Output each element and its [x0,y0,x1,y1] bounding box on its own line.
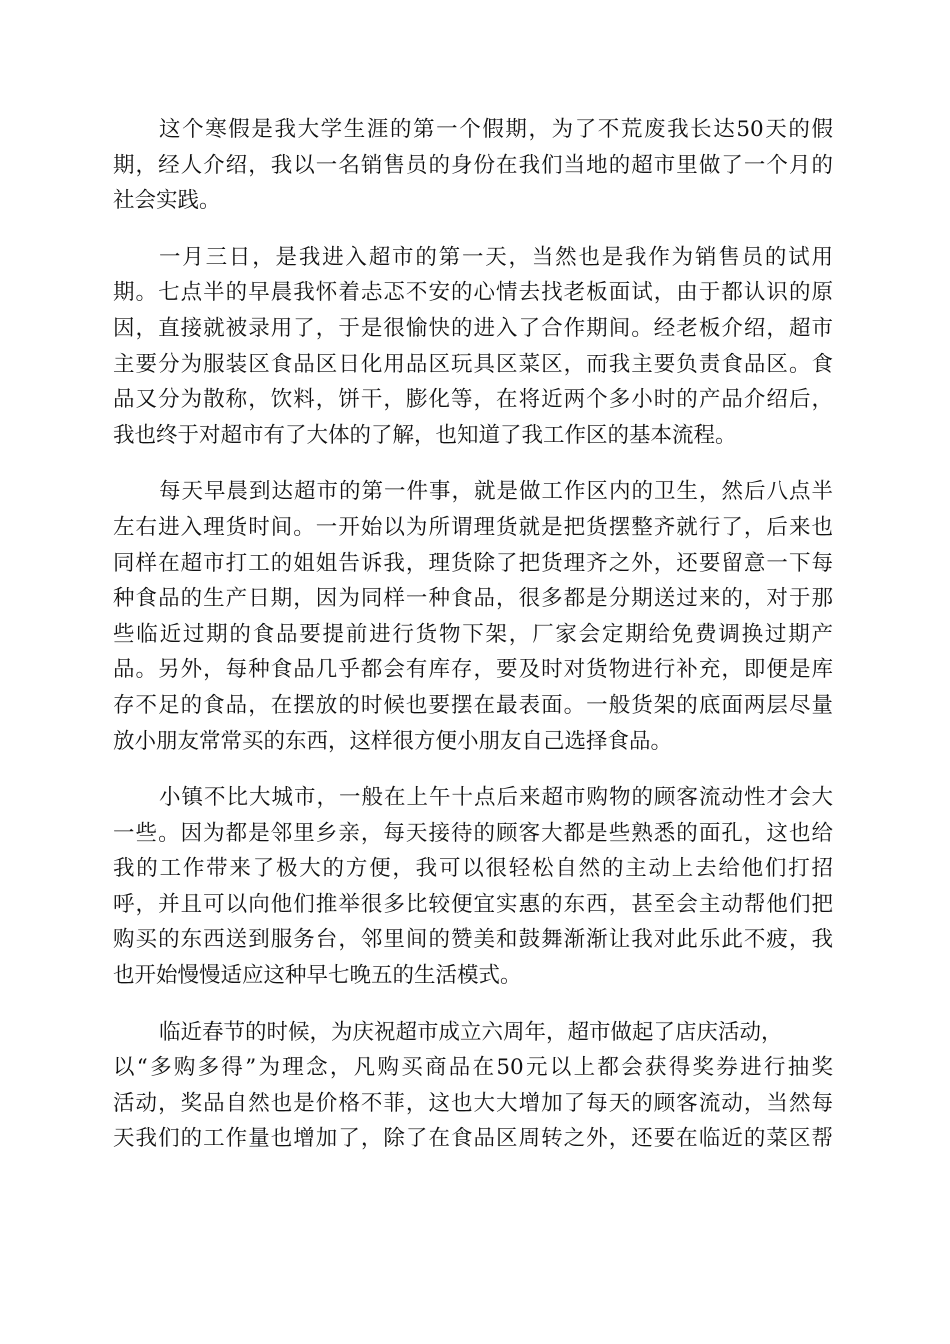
paragraph-2 [113,240,833,454]
paragraph-5 [113,1015,833,1157]
paragraph-line: 一些。因为都是邻里乡亲，每天接待的顾客大都是些熟悉的面孔，这也给 [113,820,833,846]
paragraph-line: 小镇不比大城市，一般在上午十点后来超市购物的顾客流动性才会大 [159,785,833,811]
paragraph-line: 我也终于对超市有了大体的了解，也知道了我工作区的基本流程。 [113,422,737,448]
paragraph-line: 临近春节的时候，为庆祝超市成立六周年，超市做起了店庆活动， [159,1019,783,1045]
paragraph-line: 活动，奖品自然也是价格不菲，这也大大增加了每天的顾客流动，当然每 [113,1090,833,1116]
paragraph-line: 也开始慢慢适应这种早七晚五的生活模式。 [113,963,522,989]
paragraph-line: 以“多购多得”为理念，凡购买商品在50元以上都会获得奖券进行抽奖 [113,1055,833,1081]
paragraph-line: 存不足的食品，在摆放的时候也要摆在最表面。一般货架的底面两层尽量 [113,692,833,718]
document-body [113,112,833,1157]
paragraph-line: 社会实践。 [113,188,221,214]
paragraph-line: 期。七点半的早晨我怀着忐忑不安的心情去找老板面试，由于都认识的原 [113,280,833,306]
paragraph-line: 这个寒假是我大学生涯的第一个假期，为了不荒废我长达50天的假 [159,117,833,142]
paragraph-line: 一月三日，是我进入超市的第一天，当然也是我作为销售员的试用 [159,244,833,270]
paragraph-line: 期，经人介绍，我以一名销售员的身份在我们当地的超市里做了一个月的 [113,152,833,178]
paragraph-line: 每天早晨到达超市的第一件事，就是做工作区内的卫生，然后八点半 [159,479,833,505]
paragraph-line: 些临近过期的食品要提前进行货物下架，厂家会定期给免费调换过期产 [113,621,833,647]
paragraph-line: 品。另外，每种食品几乎都会有库存，要及时对货物进行补充，即便是库 [113,657,833,683]
paragraph-line: 放小朋友常常买的东西，这样很方便小朋友自己选择食品。 [113,728,673,754]
paragraph-line: 呼，并且可以向他们推举很多比较便宜实惠的东西，甚至会主动帮他们把 [113,891,833,917]
paragraph-1 [113,112,833,219]
paragraph-line: 左右进入理货时间。一开始以为所谓理货就是把货摆整齐就行了，后来也 [113,514,833,540]
paragraph-line: 我的工作带来了极大的方便，我可以很轻松自然的主动上去给他们打招 [113,856,833,882]
paragraph-line: 主要分为服装区食品区日化用品区玩具区菜区，而我主要负责食品区。食 [113,351,833,377]
paragraph-line: 因，直接就被录用了，于是很愉快的进入了合作期间。经老板介绍，超市 [113,315,833,341]
paragraph-line: 品又分为散称，饮料，饼干，膨化等，在将近两个多小时的产品介绍后， [113,387,833,413]
paragraph-line: 天我们的工作量也增加了，除了在食品区周转之外，还要在临近的菜区帮 [113,1126,833,1152]
paragraph-3 [113,474,833,759]
paragraph-line: 同样在超市打工的姐姐告诉我，理货除了把货理齐之外，还要留意一下每 [113,550,833,576]
paragraph-line: 购买的东西送到服务台，邻里间的赞美和鼓舞渐渐让我对此乐此不疲，我 [113,927,833,953]
paragraph-4 [113,780,833,994]
paragraph-line: 种食品的生产日期，因为同样一种食品，很多都是分期送过来的，对于那 [113,586,833,612]
